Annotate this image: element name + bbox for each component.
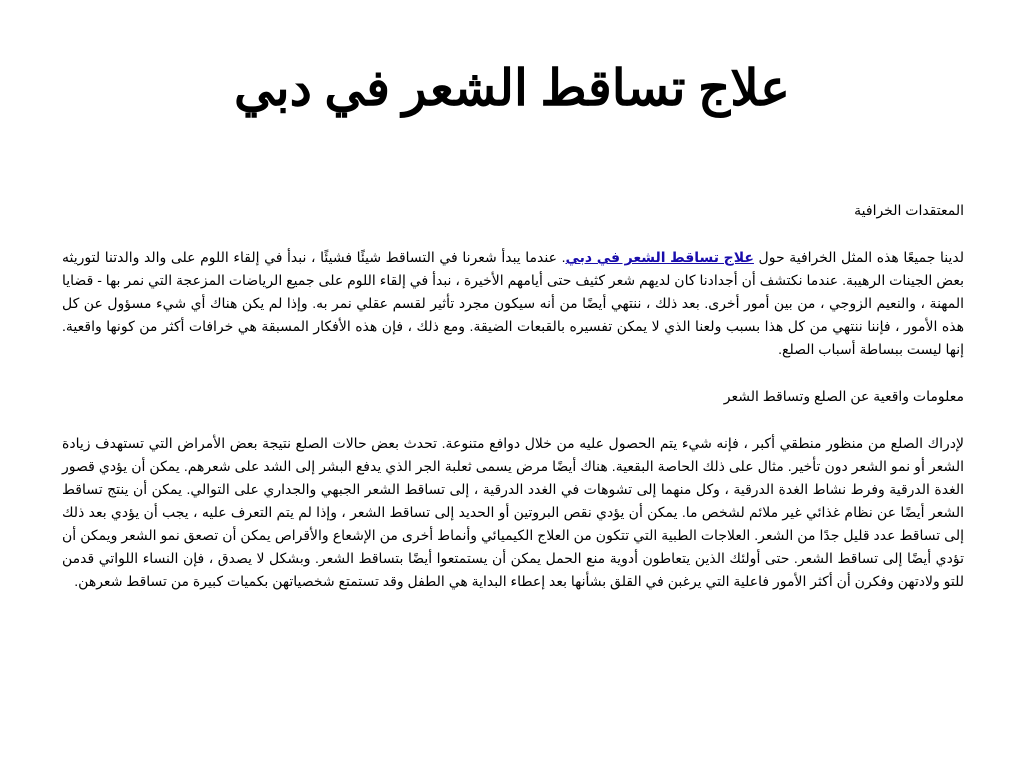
paragraph-myths-body: . عندما يبدأ شعرنا في التساقط شيئًا فشيئًا ، نبدأ في إلقاء اللوم على والد والدتنا لتوريثه بعض الجينات الرهيبة. عندما نكتشف أن أجدادنا كان لديهم شعر كثيف حتى أيامهم الأخيرة ، نبدأ في إلقاء اللوم على جميع الرياضات المزعجة التي نمر بها - قضايا المهنة ، والنعيم الزوجي ، من بين أمور أخرى. بعد ذلك ، ننتهي أيضًا من أنه سيكون مجرد تأثير لقسم عقلي نمر به. وإذا لم يكن هناك أي شيء مسؤول عن كل هذه الأمور ، فإننا ننتهي من كل هذا بسبب ولعنا الذي لا يمكن تفسيره بالقبعات الضيقة. ومع ذلك ، فإن هذه الأفكار المسبقة هي خرافات أكثر من كونها واقعية. إنها ليست ببساطة أسباب الصلع. — [62, 249, 964, 357]
section-heading-facts: معلومات واقعية عن الصلع وتساقط الشعر — [723, 388, 964, 404]
slide-title: علاج تساقط الشعر في دبي — [234, 60, 790, 116]
section-heading-myths: المعتقدات الخرافية — [854, 202, 964, 218]
slide-content — [62, 199, 964, 593]
paragraph-facts: لإدراك الصلع من منظور منطقي أكبر ، فإنه شيء يتم الحصول عليه من خلال دوافع متنوعة. تحدث بعض حالات الصلع نتيجة بعض الأمراض التي تستهدف زيادة الشعر أو نمو الشعر دون تأخير. مثال على ذلك الحاصة البقعية. هناك أيضًا مرض يسمى ثعلبة الجر الذي يدفع البشر إلى الشد على شعرهم. يمكن أن يؤدي قصور الغدة الدرقية وفرط نشاط الغدة الدرقية ، وكل منهما إلى تشوهات في الغدد الدرقية ، إلى تساقط الشعر الجبهي والجداري على التوالي. يمكن أن ينتج تساقط الشعر أيضًا عن نظام غذائي غير ملائم لشخص ما. يمكن أن يؤدي نقص البروتين أو الحديد إلى تساقط الشعر ، وإذا لم يتم التعرف عليه ، يجب أن يؤدي بعد ذلك إلى تساقط عدد قليل جدًا من الشعر. العلاجات الطبية التي تتكون من العلاج الكيميائي وأنماط أخرى من الإشعاع والأقراص يمكن أن تصعق نمو الشعر ويمكن أن تؤدي أيضًا إلى تساقط الشعر. حتى أولئك الذين يتعاطون أدوية منع الحمل يمكن أن يستمتعوا أيضًا بتساقط الشعر. وبشكل لا يصدق ، فإن النساء اللواتي قدمن للتو ولادتهن وفكرن أن أكثر الأمور فاعلية التي يرغبن في القلق بشأنها بعد إعطاء البداية هي الطفل وقد تستمتع شخصياتهن بكميات كبيرة من تساقط شعرهن. — [62, 435, 964, 589]
paragraph-myths-intro: لدينا جميعًا هذه المثل الخرافية حول — [753, 249, 964, 265]
paragraph-myths — [62, 246, 964, 361]
hair-loss-treatment-link[interactable]: علاج تساقط الشعر في دبي — [565, 249, 754, 265]
